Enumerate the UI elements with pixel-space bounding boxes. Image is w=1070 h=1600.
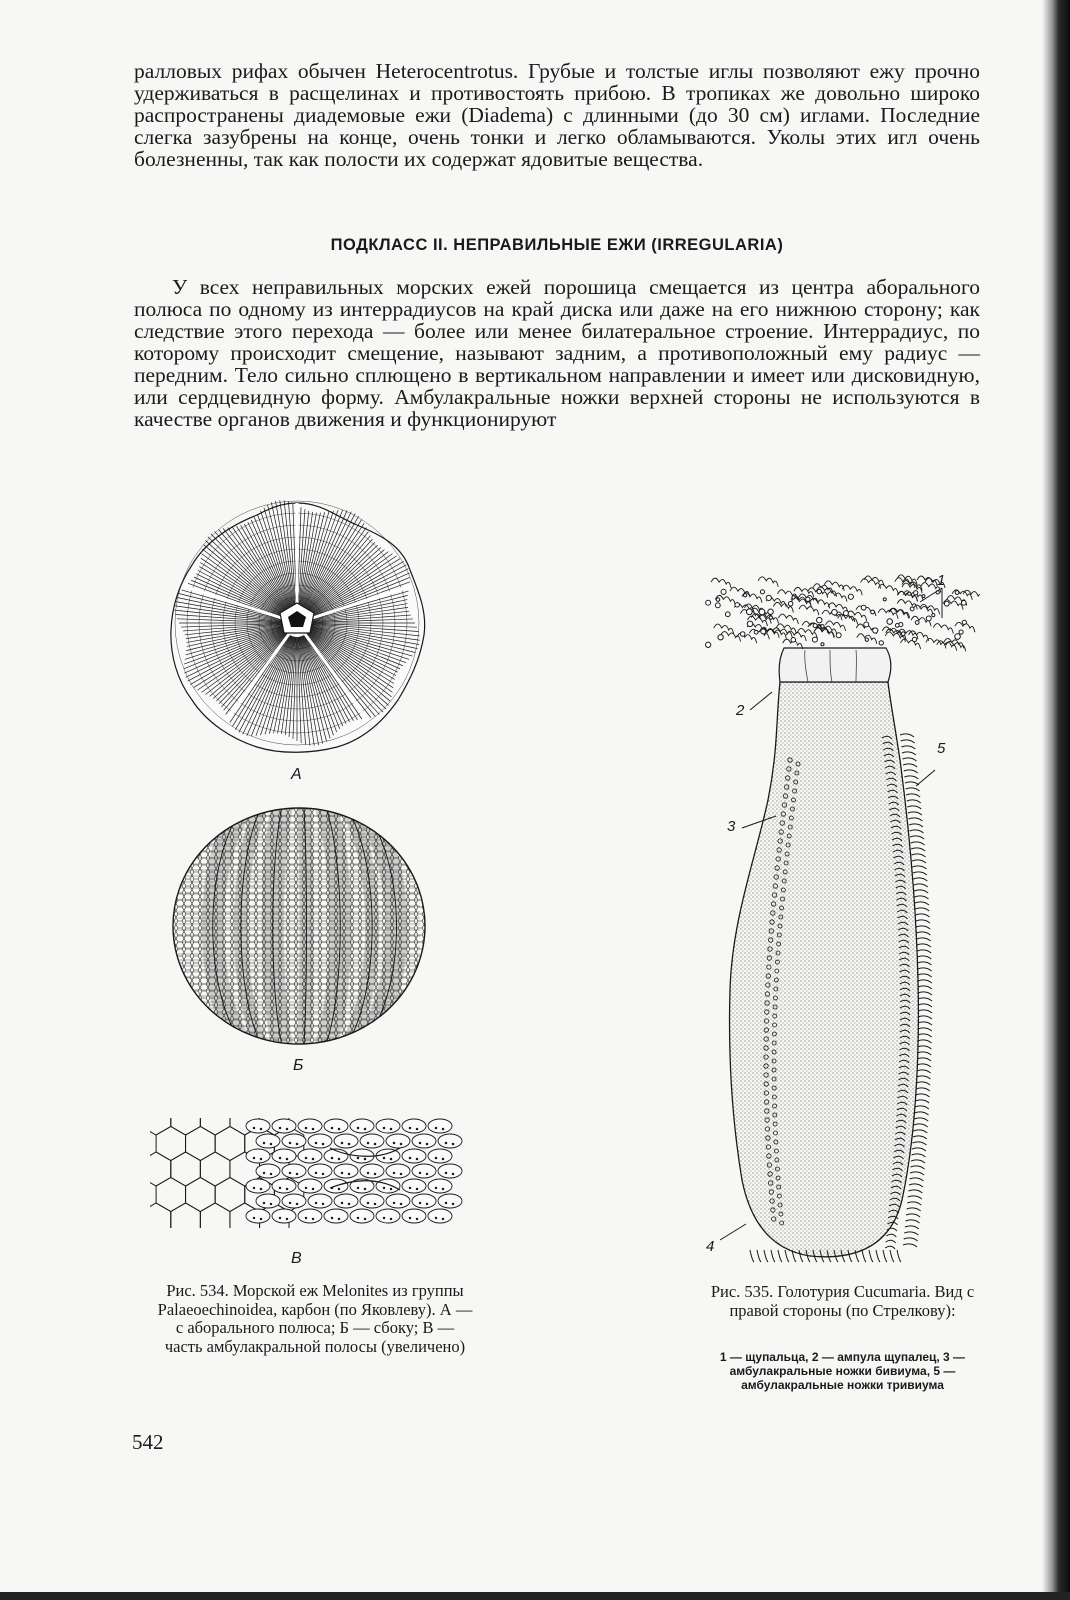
callout-4: 4 [706, 1238, 715, 1255]
figure-534-label-b: Б [293, 1057, 304, 1074]
paragraph-2: У всех неправильных морских ежей порошица смещается из центра аборального полюса по одному из интеррадиусов на край диска или даже на его нижнюю сторону; как следствие этого перехода — более или менее билатеральное строение. Интеррадиус, по которому происходит смещение, называют задним, а противоположный ему радиус — передним. Тело сильно сплющено в вертикальном направлении и имеет или дисковидную, или сердцевидную форму. Амбулакральные ножки верхней стороны не используются в качестве органов движения и функционируют [134, 275, 980, 431]
figure-534-label-v: В [291, 1250, 302, 1267]
page-number: 542 [132, 1430, 164, 1454]
figure-535-sea-cucumber [680, 560, 980, 1270]
figure-534b-urchin-side [168, 802, 430, 1047]
page-edge-shadow [1042, 0, 1070, 1600]
figure-535-legend: 1 — щупальца, 2 — ампула щупалец, 3 — амбулакральные ножки бивиума, 5 — амбулакральные ножки тривиума [719, 1350, 966, 1392]
figure-534-caption: Рис. 534. Морской еж Melonites из группы Palaeoechinoidea, карбон (по Яковлеву). А — с аборального полюса; Б — сбоку; В — часть амбулакральной полосы (увеличено) [157, 1281, 473, 1356]
callout-3: 3 [727, 818, 736, 835]
page-bottom-edge [0, 1592, 1070, 1600]
paragraph-1: ралловых рифах обычен Heterocentrotus. Грубые и толстые иглы позволяют ежу прочно удерживаться в расщелинах и противостоять прибою. В тропиках же довольно широко распространены диадемовые ежи (Diadema) с длинными (до 30 см) иглами. Последние слегка зазубрены на конце, очень тонки и легко обламываются. Уколы этих игл очень болезненны, так как полости их содержат ядовитые вещества. [134, 59, 980, 171]
figure-534-label-a: А [291, 766, 302, 783]
figure-534v-ambulacral-strip [150, 1108, 480, 1233]
figure-534a-urchin-aboral [162, 495, 432, 760]
callout-5: 5 [937, 740, 946, 757]
callout-1: 1 [937, 572, 946, 589]
figure-535-caption: Рис. 535. Голотурия Cucumaria. Вид с правой стороны (по Стрелкову): [710, 1282, 975, 1320]
section-heading: ПОДКЛАСС II. НЕПРАВИЛЬНЫЕ ЕЖИ (IRREGULARIA) [330, 236, 784, 254]
callout-2: 2 [736, 702, 745, 719]
